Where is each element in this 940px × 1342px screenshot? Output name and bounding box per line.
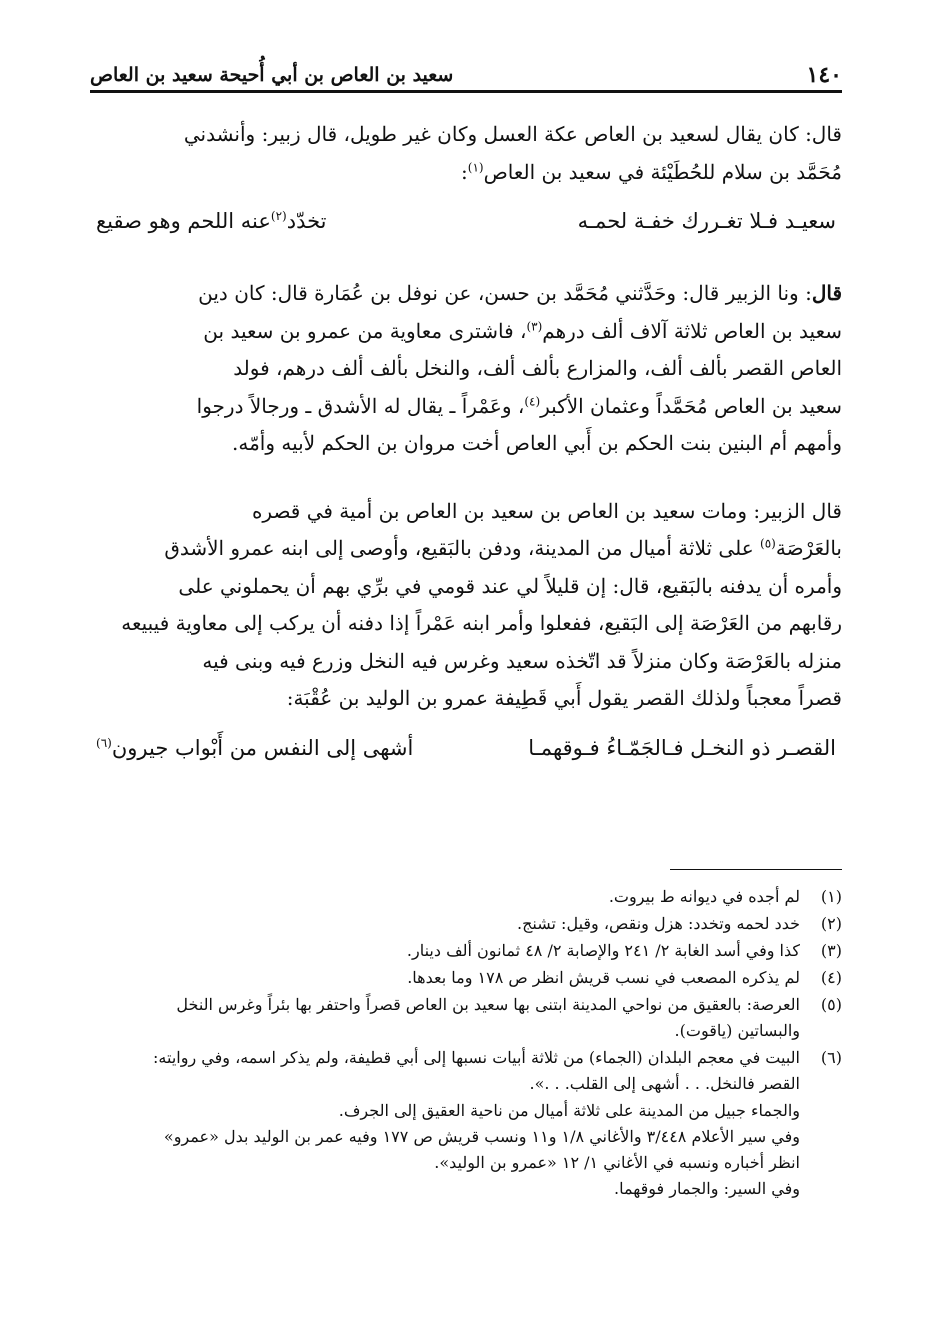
running-title: سعيد بن العاص بن أبي أُحيحة سعيد بن العاص [90,64,454,86]
footnote-continuation: والجماء جبيل من المدينة على ثلاثة أميال من ناحية العقيق إلى الجرف. [338,1101,800,1120]
page-number: ١٤٠ [806,62,842,88]
footnote-number: (٢) [820,914,842,933]
footnote-continuation: وفي السير: والجمار فوقهما. [614,1179,800,1198]
footnote-text [90,1045,800,1097]
footnote-number: (٣) [820,941,842,960]
text-fragment: بالعَرْصَة [775,536,842,560]
text-line: وأمهم أم البنين بنت الحكم بن أَبي العاص أخت مروان بن الحكم لأبيه وأمّه. [232,431,842,455]
footnote-text: خدد لحمه وتخدد: هزل ونقص، وقيل: تشنج. [517,914,800,933]
text-line [90,275,842,313]
footnote-ref: (٥) [760,536,776,551]
text-fragment: سعيد بن العاص ثلاثة آلاف ألف درهم [542,318,842,343]
footnote-line: والبساتين (ياقوت). [674,1021,800,1040]
verse-1-second-hemistich [96,201,327,241]
text-fragment: عنه اللحم وهو صقيع [96,209,271,233]
footnote [90,992,842,1044]
footnote [90,938,842,964]
footnote [90,1045,842,1097]
footnote-line: البيت في معجم البلدان (الجماء) من ثلاثة أبيات نسبها إلى أبي قطيفة، ولم يذكر اسمه، وفي روايته: [153,1048,800,1067]
text-line [90,530,842,568]
verse-1-first-hemistich: سعيـد فـلا تغـررك خفـة لحمـه [577,209,836,233]
lead-word: قال [811,281,842,305]
text-line: قال: كان يقال لسعيد بن العاص عكة العسل وكان غير طويل، قال زبير: وأنشدني [183,122,842,146]
spacer [90,463,842,493]
footnote-ref: (٣) [526,318,543,333]
spacer [90,241,842,275]
footnote-continuation: وفي سير الأعلام ٣/٤٤٨ والأغاني ١/٨ و١١ ونسب قريش ص ١٧٧ وفيه عمر بن الوليد بدل «عمرو» [163,1127,800,1146]
paragraph-1 [90,116,842,191]
text-fragment: أشهى إلى النفس من أَبْواب جيرون [111,735,414,760]
footnote-ref: (٤) [524,393,541,408]
footnote-text: كذا وفي أسد الغابة ٢/ ٢٤١ والإصابة ٢/ ٤٨ ثمانون ألف دينار. [406,941,800,960]
footnote [90,911,842,937]
text-fragment: : [461,159,468,184]
footnote-number: (١) [820,887,842,906]
footnote-text: لم أجده في ديوانه ط بيروت. [608,887,800,906]
paragraph-3 [90,493,842,718]
footnote [90,965,842,991]
footnote-line: القصر فالنخل. . . أشهى إلى القلب. . .». [529,1074,800,1093]
text-fragment: على ثلاثة أميال من المدينة، ودفن بالبَقيع، وأوصى إلى ابنه عمرو الأشدق [164,536,761,560]
main-text [90,116,842,768]
footnote-separator [670,869,842,870]
text-line: قصراً معجباً ولذلك القصر يقول أَبي قَطِيفة عمرو بن الوليد بن عُقْبَة: [286,686,842,710]
footnote-text: لم يذكره المصعب في نسب قريش انظر ص ١٧٨ وما بعدها. [407,968,800,987]
footnote-line: العرصة: بالعقيق من نواحي المدينة ابتنى بها سعيد بن العاص قصراً واحتفر بها بئراً وغرس النخل [176,995,800,1014]
text-line: وأمره أن يدفنه بالبَقيع، قال: إن قليلاً لي عند قومي في برِّي بهم أن يحملوني على [178,573,842,598]
verse-1 [90,201,842,241]
text-line [90,313,842,351]
text-fragment: ، فاشترى معاوية من عمرو بن سعيد بن [203,318,527,343]
footnote-number: (٦) [820,1048,842,1067]
footnote [90,884,842,910]
footnote-text [90,992,800,1044]
footnote-ref: (٢) [270,209,287,223]
footnote-continuation: انظر أخباره ونسبه في الأغاني ١/ ١٢ «عمرو بن الوليد». [434,1153,800,1172]
text-line: منزله بالعَرْصَة وكان منزلاً قد اتّخذه سعيد وغرس فيه النخل وزرع فيه وبنى فيه [202,648,842,673]
text-fragment: ، وعَمْراً ـ يقال له الأشدق ـ ورجالاً درجوا [196,393,525,418]
text-line: العاص القصر بألف ألف، والمزارع بألف ألف، والنخل بألف ألف درهم، فولد [233,356,842,380]
text-line: رقابهم من العَرْصَة إلى البَقيع، ففعلوا وأمر ابنه عَمْراً إذا دفنه أن يركب إلى معاوية فيبيعه [121,611,842,635]
paragraph-2 [90,275,842,463]
verse-2 [90,728,842,768]
footnote-number: (٤) [820,968,842,987]
text-line: قال الزبير: ومات سعيد بن العاص بن سعيد بن العاص بن أمية في قصره [251,498,842,523]
text-fragment: مُحَمَّد بن سلام للحُطَيْئة في سعيد بن العاص [483,159,842,184]
text-line [90,154,842,192]
footnote-ref: (١) [467,159,484,174]
text-fragment: سعيد بن العاص مُحَمَّداً وعثمان الأكبر [540,393,842,418]
text-fragment: : ونا الزبير قال: وحَدَّثني مُحَمَّد بن حسن، عن نوفل بن عُمَارة قال: كان دين [198,281,812,305]
text-line [90,388,842,426]
footnote-number: (٥) [820,995,842,1014]
footnotes [90,884,842,1202]
page-header [90,56,842,93]
text-fragment: تخدّد [286,209,327,233]
verse-2-second-hemistich [96,728,413,768]
footnote-ref: (٦) [96,735,112,750]
verse-2-first-hemistich: القصـر ذو النخـل فـالجَمّـاءُ فـوقهمـا [528,735,836,760]
